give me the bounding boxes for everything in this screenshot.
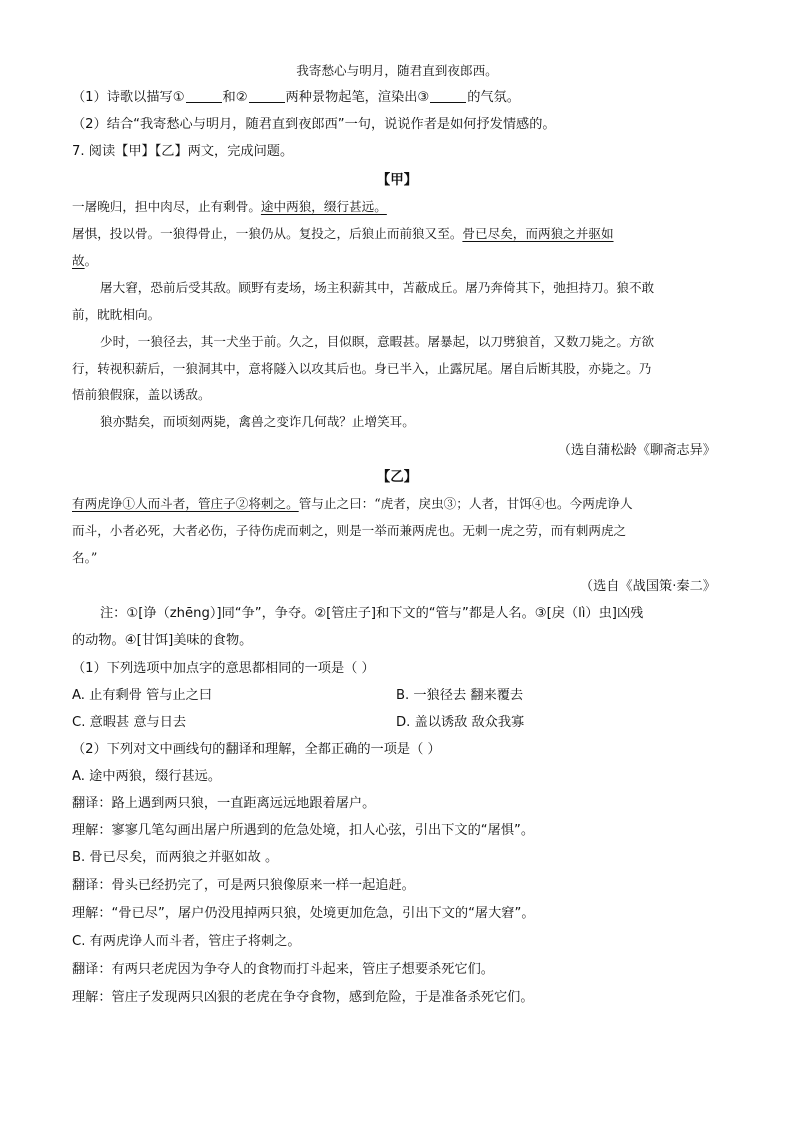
poem-line: 我寄愁心与明月，随君直到夜郎西。: [296, 63, 498, 78]
answer-blank-2[interactable]: [249, 89, 285, 103]
answer-blank-1[interactable]: [186, 89, 222, 103]
underlined-sentence-b: 骨已尽矣，而两狼之并驱如: [462, 226, 614, 241]
subquestion-1-stem: （1）下列选项中加点字的意思都相同的一项是（ ）: [72, 661, 375, 676]
underlined-sentence-c: 有两虎诤①人而斗者，管庄子②将刺之。: [72, 496, 299, 511]
jia-paragraph-2: 屠惧，投以骨。一狼得骨止，一狼仍从。复投之，后狼止而前狼又至。骨已尽矣，而两狼之并驱如: [72, 226, 614, 241]
option-2-A-understanding: 理解：寥寥几笔勾画出屠户所遇到的危急处境，扣人心弦，引出下文的“屠惧”。: [72, 823, 535, 838]
underlined-sentence-a: 途中两狼，缀行甚远。: [260, 199, 387, 214]
jia-paragraph-4: 少时，一狼径去，其一犬坐于前。久之，目似瞑，意暇甚。屠暴起，以刀劈狼首，又数刀毙之。方欲: [100, 334, 655, 349]
jia-paragraph-3: 屠大窘，恐前后受其敌。顾野有麦场，场主积薪其中，苫蔽成丘。屠乃奔倚其下，弛担持刀。狼不敢: [100, 280, 655, 295]
poem-question-1: （1）诗歌以描写① 和② 两种景物起笔，渲染出③ 的气氛。: [72, 90, 520, 105]
subquestion-2-stem: （2）下列对文中画线句的翻译和理解，全都正确的一项是（ ）: [72, 742, 441, 757]
option-1-C[interactable]: C. 意暇甚 意与日去: [72, 715, 187, 730]
option-2-C-understanding: 理解：管庄子发现两只凶狠的老虎在争夺食物，感到危险，于是准备杀死它们。: [72, 990, 534, 1005]
option-2-A-translation: 翻译：路上遇到两只狼，一直距离远远地跟着屠户。: [72, 796, 376, 811]
option-2-C[interactable]: C. 有两虎诤人而斗者，管庄子将刺之。: [72, 934, 301, 949]
option-1-A[interactable]: A. 止有剩骨 管与止之曰: [72, 688, 213, 703]
option-2-C-translation: 翻译：有两只老虎因为争夺人的食物而打斗起来，管庄子想要杀死它们。: [72, 962, 494, 977]
jia-paragraph-2-cont: 故。: [72, 253, 98, 268]
yi-line-3: 名。”: [72, 550, 98, 565]
jia-paragraph-3-cont: 前，眈眈相向。: [72, 307, 161, 322]
jia-paragraph-4-cont-2: 悟前狼假寐，盖以诱敌。: [72, 387, 211, 402]
question-7-stem: 7. 阅读【甲】【乙】两文，完成问题。: [72, 144, 294, 159]
yi-line-2: 而斗，小者必死，大者必伤，子待伤虎而刺之，则是一举而兼两虎也。无刺一虎之劳，而有刺两虎之: [72, 523, 627, 538]
notes-line-2: 的动物。④[甘饵]美味的食物。: [72, 633, 253, 648]
poem-question-2: （2）结合“我寄愁心与明月，随君直到夜郎西”一句，说说作者是如何抒发情感的。: [72, 117, 556, 132]
option-2-B[interactable]: B. 骨已尽矣，而两狼之并驱如故 。: [72, 850, 279, 865]
jia-paragraph-4-cont-1: 行，转视积薪后，一狼洞其中，意将隧入以攻其后也。身已半入，止露尻尾。屠自后断其股，亦毙之。乃: [72, 361, 652, 376]
option-2-B-translation: 翻译：骨头已经扔完了，可是两只狼像原来一样一起追赶。: [72, 878, 415, 893]
option-2-B-understanding: 理解：“骨已尽”，屠户仍没甩掉两只狼，处境更加危急，引出下文的“屠大窘”。: [72, 906, 535, 921]
answer-blank-3[interactable]: [430, 89, 466, 103]
notes-line-1: 注：①[诤（zhēng）]同“争”，争夺。②[管庄子]和下文的“管与”都是人名。③[戾（lì）虫]凶残: [100, 606, 644, 621]
yi-line-1: 有两虎诤①人而斗者，管庄子②将刺之。管与止之曰：“虎者，戾虫③；人者，甘饵④也。今两虎诤人: [72, 496, 633, 511]
option-1-D[interactable]: D. 盖以诱敌 敌众我寡: [396, 715, 525, 730]
passage-yi-title: 【乙】: [376, 469, 418, 485]
yi-source: （选自《战国策·秦二》: [579, 579, 716, 594]
option-2-A[interactable]: A. 途中两狼，缀行甚远。: [72, 769, 222, 784]
jia-paragraph-1: 一屠晚归，担中肉尽，止有剩骨。途中两狼，缀行甚远。: [72, 199, 387, 214]
passage-jia-title: 【甲】: [376, 172, 418, 188]
jia-paragraph-5: 狼亦黠矣，而顷刻两毙，禽兽之变诈几何哉？止增笑耳。: [100, 414, 415, 429]
option-1-B[interactable]: B. 一狼径去 翻来覆去: [396, 688, 524, 703]
jia-source: （选自蒲松龄《聊斋志异》: [557, 443, 716, 458]
